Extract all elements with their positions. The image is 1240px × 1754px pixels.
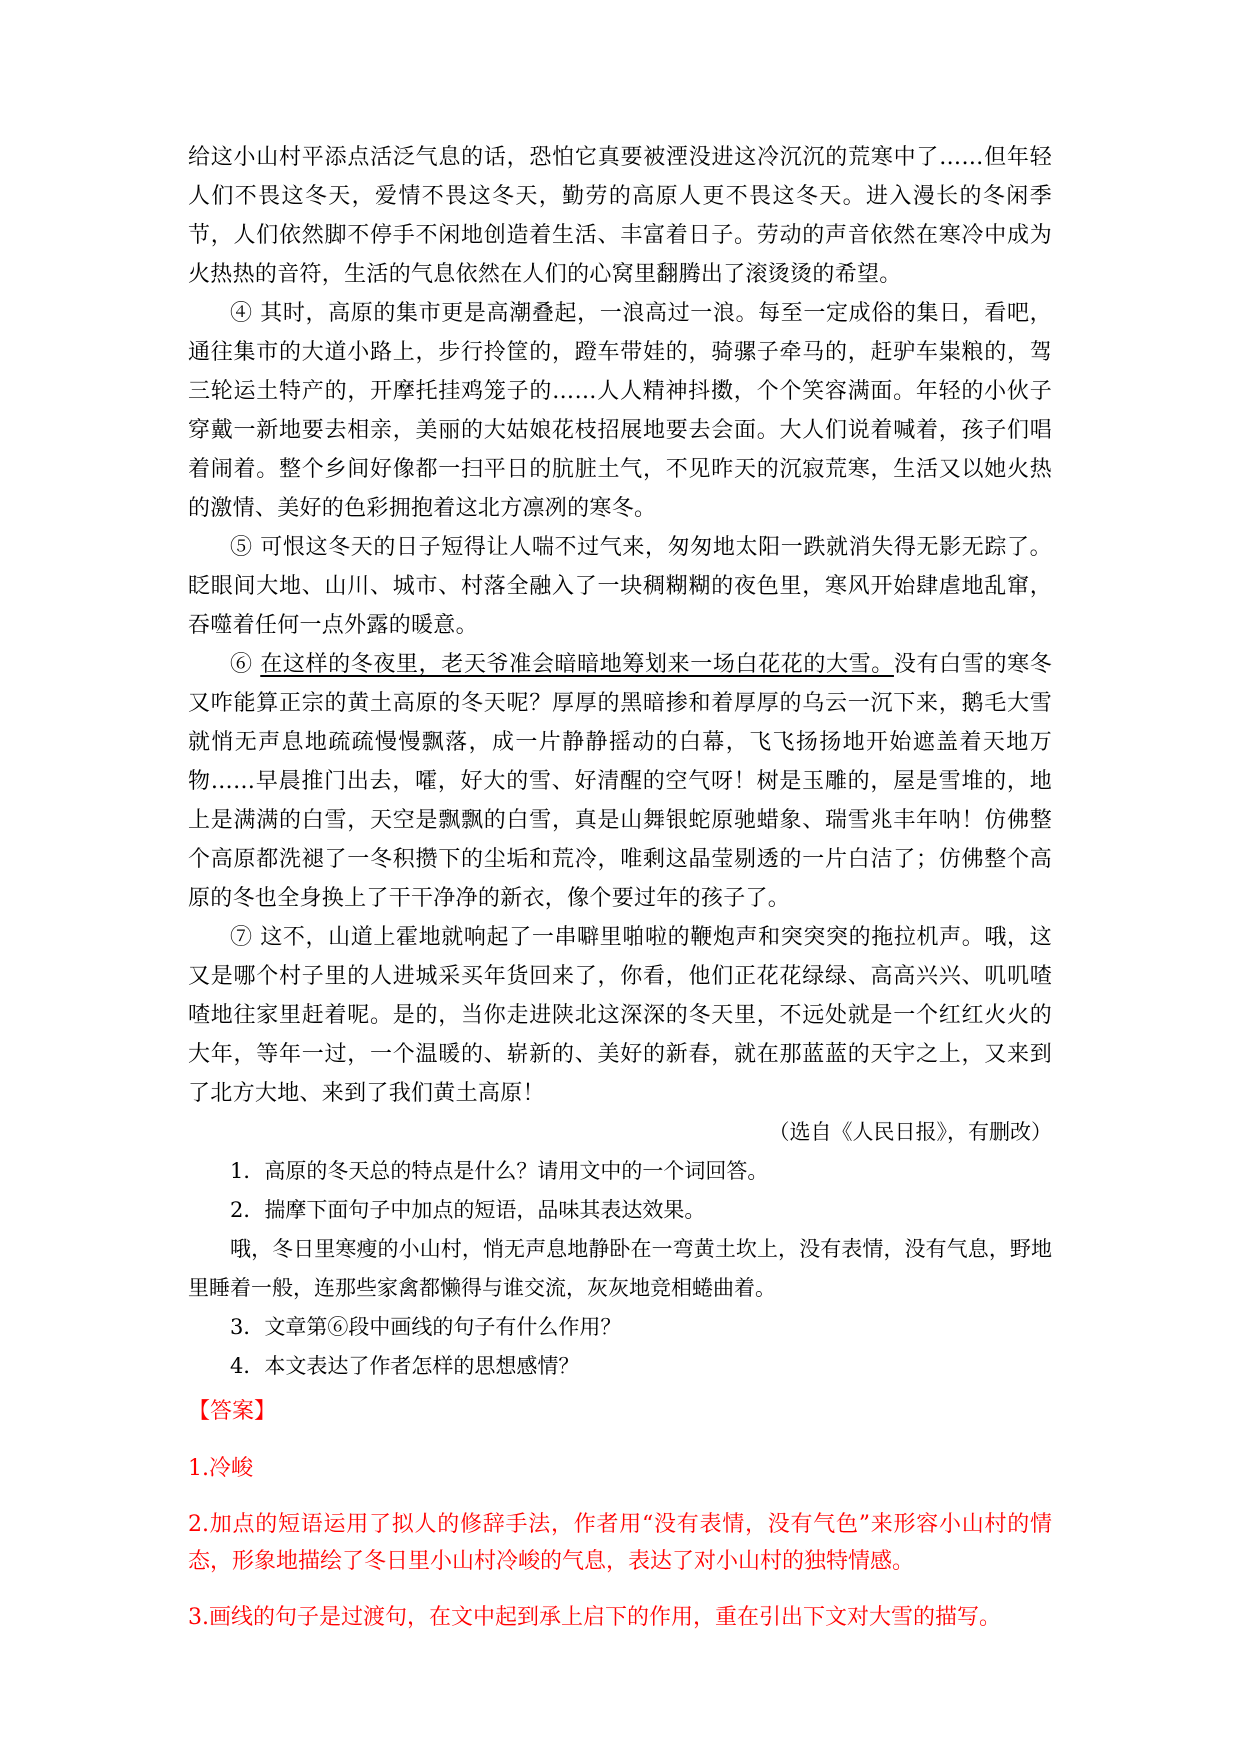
underlined-sentence: 在这样的冬夜里，老天爷准会暗暗地筹划来一场白花花的大雪。: [260, 652, 894, 677]
question-2-quote: 哦，冬日里寒瘦的小山村，悄无声息地静卧在一弯黄土坎上，没有表情，没有气息，野地里睡着一般，连那些家禽都懒得与谁交流，灰灰地竞相蜷曲着。: [188, 1237, 1052, 1300]
paragraph-6: [188, 645, 1052, 918]
paragraph-5: ⑤ 可恨这冬天的日子短得让人喘不过气来，匆匆地太阳一跌就消失得无影无踪了。眨眼间大地、山川、城市、村落全融入了一块稠糊糊的夜色里，寒风开始肆虐地乱窜，吞噬着任何一点外露的暖意。: [188, 535, 1052, 638]
paragraph-6-rest: 没有白雪的寒冬又咋能算正宗的黄土高原的冬天呢？厚厚的黑暗掺和着厚厚的乌云一沉下来，鹅毛大雪就悄无声息地疏疏慢慢飘落，成一片静静摇动的白幕，飞飞扬扬地开始遮盖着天地万物……早晨推门出去，嚯，好大的雪、好清醒的空气呀！树是玉雕的，屋是雪堆的，地上是满满的白雪，天空是飘飘的白雪，真是山舞银蛇原驰蜡象、瑞雪兆丰年呐！仿佛整个高原都洗褪了一冬积攒下的尘垢和荒冷，唯剩这晶莹剔透的一片白洁了；仿佛整个高原的冬也全身换上了干干净净的新衣，像个要过年的孩子了。: [188, 652, 1053, 911]
answer-1: 1.冷峻: [188, 1456, 253, 1481]
answer-header: 【答案】: [188, 1399, 277, 1424]
question-1: 1．高原的冬天总的特点是什么？请用文中的一个词回答。: [230, 1159, 769, 1183]
question-4: 4．本文表达了作者怎样的思想感情？: [230, 1354, 580, 1378]
paragraph-7: ⑦ 这不，山道上霍地就响起了一串噼里啪啦的鞭炮声和突突突的拖拉机声。哦，这又是哪个村子里的人进城采买年货回来了，你看，他们正花花绿绿、高高兴兴、叽叽喳喳地往家里赶着呢。是的，当你走进陕北这深深的冬天里，不远处就是一个红红火火的大年，等年一过，一个温暖的、崭新的、美好的新春，就在那蓝蓝的天宇之上，又来到了北方大地、来到了我们黄土高原！: [188, 925, 1052, 1106]
paragraph-6-number: ⑥: [230, 652, 261, 677]
question-2: 2．揣摩下面句子中加点的短语，品味其表达效果。: [230, 1198, 706, 1222]
article-body: [188, 138, 1052, 1113]
answer-2: 2.加点的短语运用了拟人的修辞手法，作者用“没有表情，没有气色”来形容小山村的情态，形象地描绘了冬日里小山村冷峻的气息，表达了对小山村的独特情感。: [188, 1512, 1052, 1574]
document-page: [188, 138, 1052, 1636]
paragraph-4: ④ 其时，高原的集市更是高潮叠起，一浪高过一浪。每至一定成俗的集日，看吧，通往集市的大道小路上，步行拎筐的，蹬车带娃的，骑骡子牵马的，赶驴车粜粮的，驾三轮运土特产的，开摩托挂鸡笼子的……人人精神抖擞，个个笑容满面。年轻的小伙子穿戴一新地要去相亲，美丽的大姑娘花枝招展地要去会面。大人们说着喊着，孩子们唱着闹着。整个乡间好像都一扫平日的肮脏土气，不见昨天的沉寂荒寒，生活又以她火热的激情、美好的色彩拥抱着这北方凛冽的寒冬。: [188, 301, 1052, 521]
answer-3: 3.画线的句子是过渡句，在文中起到承上启下的作用，重在引出下文对大雪的描写。: [188, 1605, 1001, 1630]
question-3: 3．文章第⑥段中画线的句子有什么作用？: [230, 1315, 622, 1339]
paragraph-continued: 给这小山村平添点活泛气息的话，恐怕它真要被湮没进这冷沉沉的荒寒中了……但年轻人们不畏这冬天，爱情不畏这冬天，勤劳的高原人更不畏这冬天。进入漫长的冬闲季节，人们依然脚不停手不闲地创造着生活、丰富着日子。劳动的声音依然在寒冷中成为火热热的音符，生活的气息依然在人们的心窝里翻腾出了滚烫烫的希望。: [188, 145, 1052, 287]
source-citation: （选自《人民日报》，有删改）: [768, 1120, 1052, 1144]
